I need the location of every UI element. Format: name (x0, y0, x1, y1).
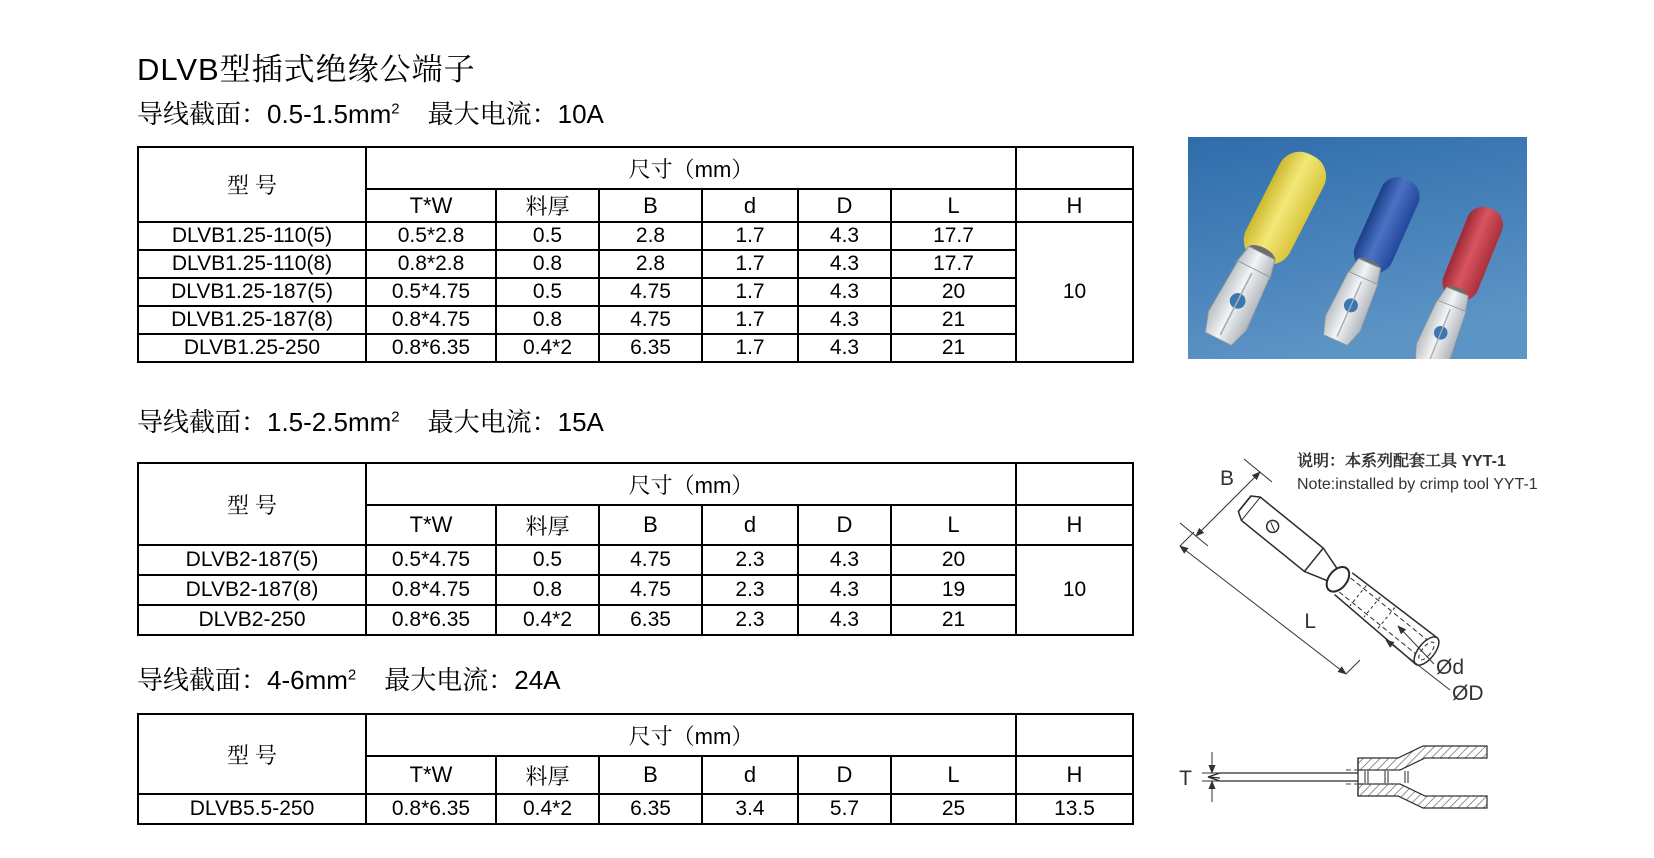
drawing-note-zh: 说明：本系列配套工具 YYT-1 (1297, 453, 1506, 470)
value-cell: 0.8*2.8 (366, 250, 496, 278)
value-cell: 4.75 (599, 575, 702, 605)
value-cell: 1.7 (702, 278, 798, 306)
col-header: T*W (366, 505, 496, 545)
col-header: 料厚 (496, 756, 599, 794)
spec-table-3 (137, 713, 1134, 825)
h-merged-cell: 10 (1016, 222, 1133, 362)
value-cell: 4.3 (798, 306, 891, 334)
value-cell: 2.3 (702, 575, 798, 605)
value-cell: 0.5 (496, 278, 599, 306)
value-cell: 0.4*2 (496, 794, 599, 824)
table-row (138, 222, 1133, 250)
col-header: L (891, 756, 1016, 794)
value-cell: 4.75 (599, 306, 702, 334)
col-header-dim-group: 尺寸（mm） (366, 147, 1016, 189)
col-header: H (1016, 756, 1133, 794)
value-cell: 2.3 (702, 545, 798, 575)
col-header: 料厚 (496, 189, 599, 222)
technical-drawing (1150, 428, 1554, 858)
section-heading-1 (137, 94, 604, 131)
value-cell: 4.75 (599, 545, 702, 575)
dim-label-b: B (1219, 467, 1234, 490)
table-row (138, 605, 1133, 635)
value-cell: 6.35 (599, 605, 702, 635)
value-cell: 0.5*2.8 (366, 222, 496, 250)
value-cell: 2.8 (599, 222, 702, 250)
value-cell: 0.8 (496, 575, 599, 605)
value-cell: 2.8 (599, 250, 702, 278)
value-cell: 0.5 (496, 222, 599, 250)
col-header: B (599, 505, 702, 545)
col-header-model: 型 号 (138, 147, 366, 222)
value-cell: 4.3 (798, 250, 891, 278)
value-cell: 4.3 (798, 575, 891, 605)
value-cell: 0.8*6.35 (366, 334, 496, 362)
superscript: 2 (391, 100, 400, 118)
table-row (138, 306, 1133, 334)
col-header: d (702, 756, 798, 794)
max-current-text: 最大电流：10A (427, 99, 604, 129)
col-header: D (798, 505, 891, 545)
dim-label-l: L (1304, 610, 1316, 633)
value-cell: 1.7 (702, 250, 798, 278)
value-cell: 0.4*2 (496, 334, 599, 362)
value-cell: 17.7 (891, 250, 1016, 278)
col-header: H (1016, 189, 1133, 222)
h-value-cell: 13.5 (1016, 794, 1133, 824)
col-header: 料厚 (496, 505, 599, 545)
dim-label-t: T (1179, 767, 1192, 790)
value-cell: 1.7 (702, 306, 798, 334)
value-cell: 0.8*6.35 (366, 605, 496, 635)
max-current-text: 最大电流：24A (384, 665, 561, 695)
model-cell: DLVB2-250 (138, 605, 366, 635)
col-header: d (702, 189, 798, 222)
col-header: L (891, 505, 1016, 545)
section-heading-2 (137, 402, 604, 439)
dim-label-d-big: ØD (1452, 682, 1484, 705)
model-cell: DLVB1.25-250 (138, 334, 366, 362)
value-cell: 21 (891, 334, 1016, 362)
dim-l (1180, 532, 1360, 674)
value-cell: 21 (891, 605, 1016, 635)
superscript: 2 (391, 408, 400, 426)
value-cell: 0.8*4.75 (366, 306, 496, 334)
table-row (138, 575, 1133, 605)
col-header-h-spacer (1016, 714, 1133, 756)
model-cell: DLVB2-187(8) (138, 575, 366, 605)
value-cell: 0.5*4.75 (366, 545, 496, 575)
value-cell: 4.3 (798, 278, 891, 306)
value-cell: 0.8 (496, 250, 599, 278)
value-cell: 20 (891, 278, 1016, 306)
value-cell: 1.7 (702, 222, 798, 250)
wire-section-text: 导线截面：4-6mm (137, 665, 348, 695)
model-cell: DLVB1.25-187(5) (138, 278, 366, 306)
col-header: L (891, 189, 1016, 222)
value-cell: 4.3 (798, 605, 891, 635)
table-header-row-1 (138, 463, 1133, 505)
value-cell: 0.5 (496, 545, 599, 575)
drawing-note-en: Note:installed by crimp tool YYT-1 (1297, 476, 1538, 493)
value-cell: 1.7 (702, 334, 798, 362)
value-cell: 2.3 (702, 605, 798, 635)
wire-section-text: 导线截面：1.5-2.5mm (137, 407, 392, 437)
value-cell: 3.4 (702, 794, 798, 824)
table-header-row-1 (138, 147, 1133, 189)
value-cell: 21 (891, 306, 1016, 334)
model-cell: DLVB1.25-187(8) (138, 306, 366, 334)
value-cell: 0.8*4.75 (366, 575, 496, 605)
value-cell: 25 (891, 794, 1016, 824)
value-cell: 4.3 (798, 545, 891, 575)
col-header: T*W (366, 756, 496, 794)
value-cell: 4.75 (599, 278, 702, 306)
col-header-model: 型 号 (138, 463, 366, 545)
value-cell: 5.7 (798, 794, 891, 824)
value-cell: 6.35 (599, 334, 702, 362)
h-merged-cell: 10 (1016, 545, 1133, 635)
col-header: B (599, 756, 702, 794)
terminal-3d-view (1234, 491, 1443, 670)
col-header: D (798, 189, 891, 222)
wire-section-text: 导线截面：0.5-1.5mm (137, 99, 392, 129)
col-header-dim-group: 尺寸（mm） (366, 463, 1016, 505)
spec-table-2 (137, 462, 1134, 636)
value-cell: 17.7 (891, 222, 1016, 250)
max-current-text: 最大电流：15A (427, 407, 604, 437)
table-row (138, 278, 1133, 306)
col-header-h-spacer (1016, 147, 1133, 189)
product-photo (1188, 137, 1527, 359)
col-header: H (1016, 505, 1133, 545)
dim-label-d-small: Ød (1436, 656, 1465, 679)
table-header-row-1 (138, 714, 1133, 756)
spec-table-1 (137, 146, 1134, 363)
superscript: 2 (347, 666, 357, 684)
col-header: d (702, 505, 798, 545)
table-row (138, 334, 1133, 362)
col-header: B (599, 189, 702, 222)
value-cell: 19 (891, 575, 1016, 605)
col-header-dim-group: 尺寸（mm） (366, 714, 1016, 756)
section-heading-3 (137, 660, 561, 697)
model-cell: DLVB2-187(5) (138, 545, 366, 575)
col-header-h-spacer (1016, 463, 1133, 505)
value-cell: 6.35 (599, 794, 702, 824)
table-row (138, 545, 1133, 575)
value-cell: 4.3 (798, 222, 891, 250)
table-row (138, 794, 1133, 824)
value-cell: 0.8 (496, 306, 599, 334)
col-header-model: 型 号 (138, 714, 366, 794)
value-cell: 4.3 (798, 334, 891, 362)
page-title: DLVB型插式绝缘公端子 (137, 52, 476, 87)
terminal-side-view (1179, 746, 1487, 808)
table-row (138, 250, 1133, 278)
col-header: T*W (366, 189, 496, 222)
model-cell: DLVB1.25-110(5) (138, 222, 366, 250)
value-cell: 0.5*4.75 (366, 278, 496, 306)
model-cell: DLVB1.25-110(8) (138, 250, 366, 278)
col-header: D (798, 756, 891, 794)
value-cell: 0.8*6.35 (366, 794, 496, 824)
value-cell: 20 (891, 545, 1016, 575)
model-cell: DLVB5.5-250 (138, 794, 366, 824)
value-cell: 0.4*2 (496, 605, 599, 635)
